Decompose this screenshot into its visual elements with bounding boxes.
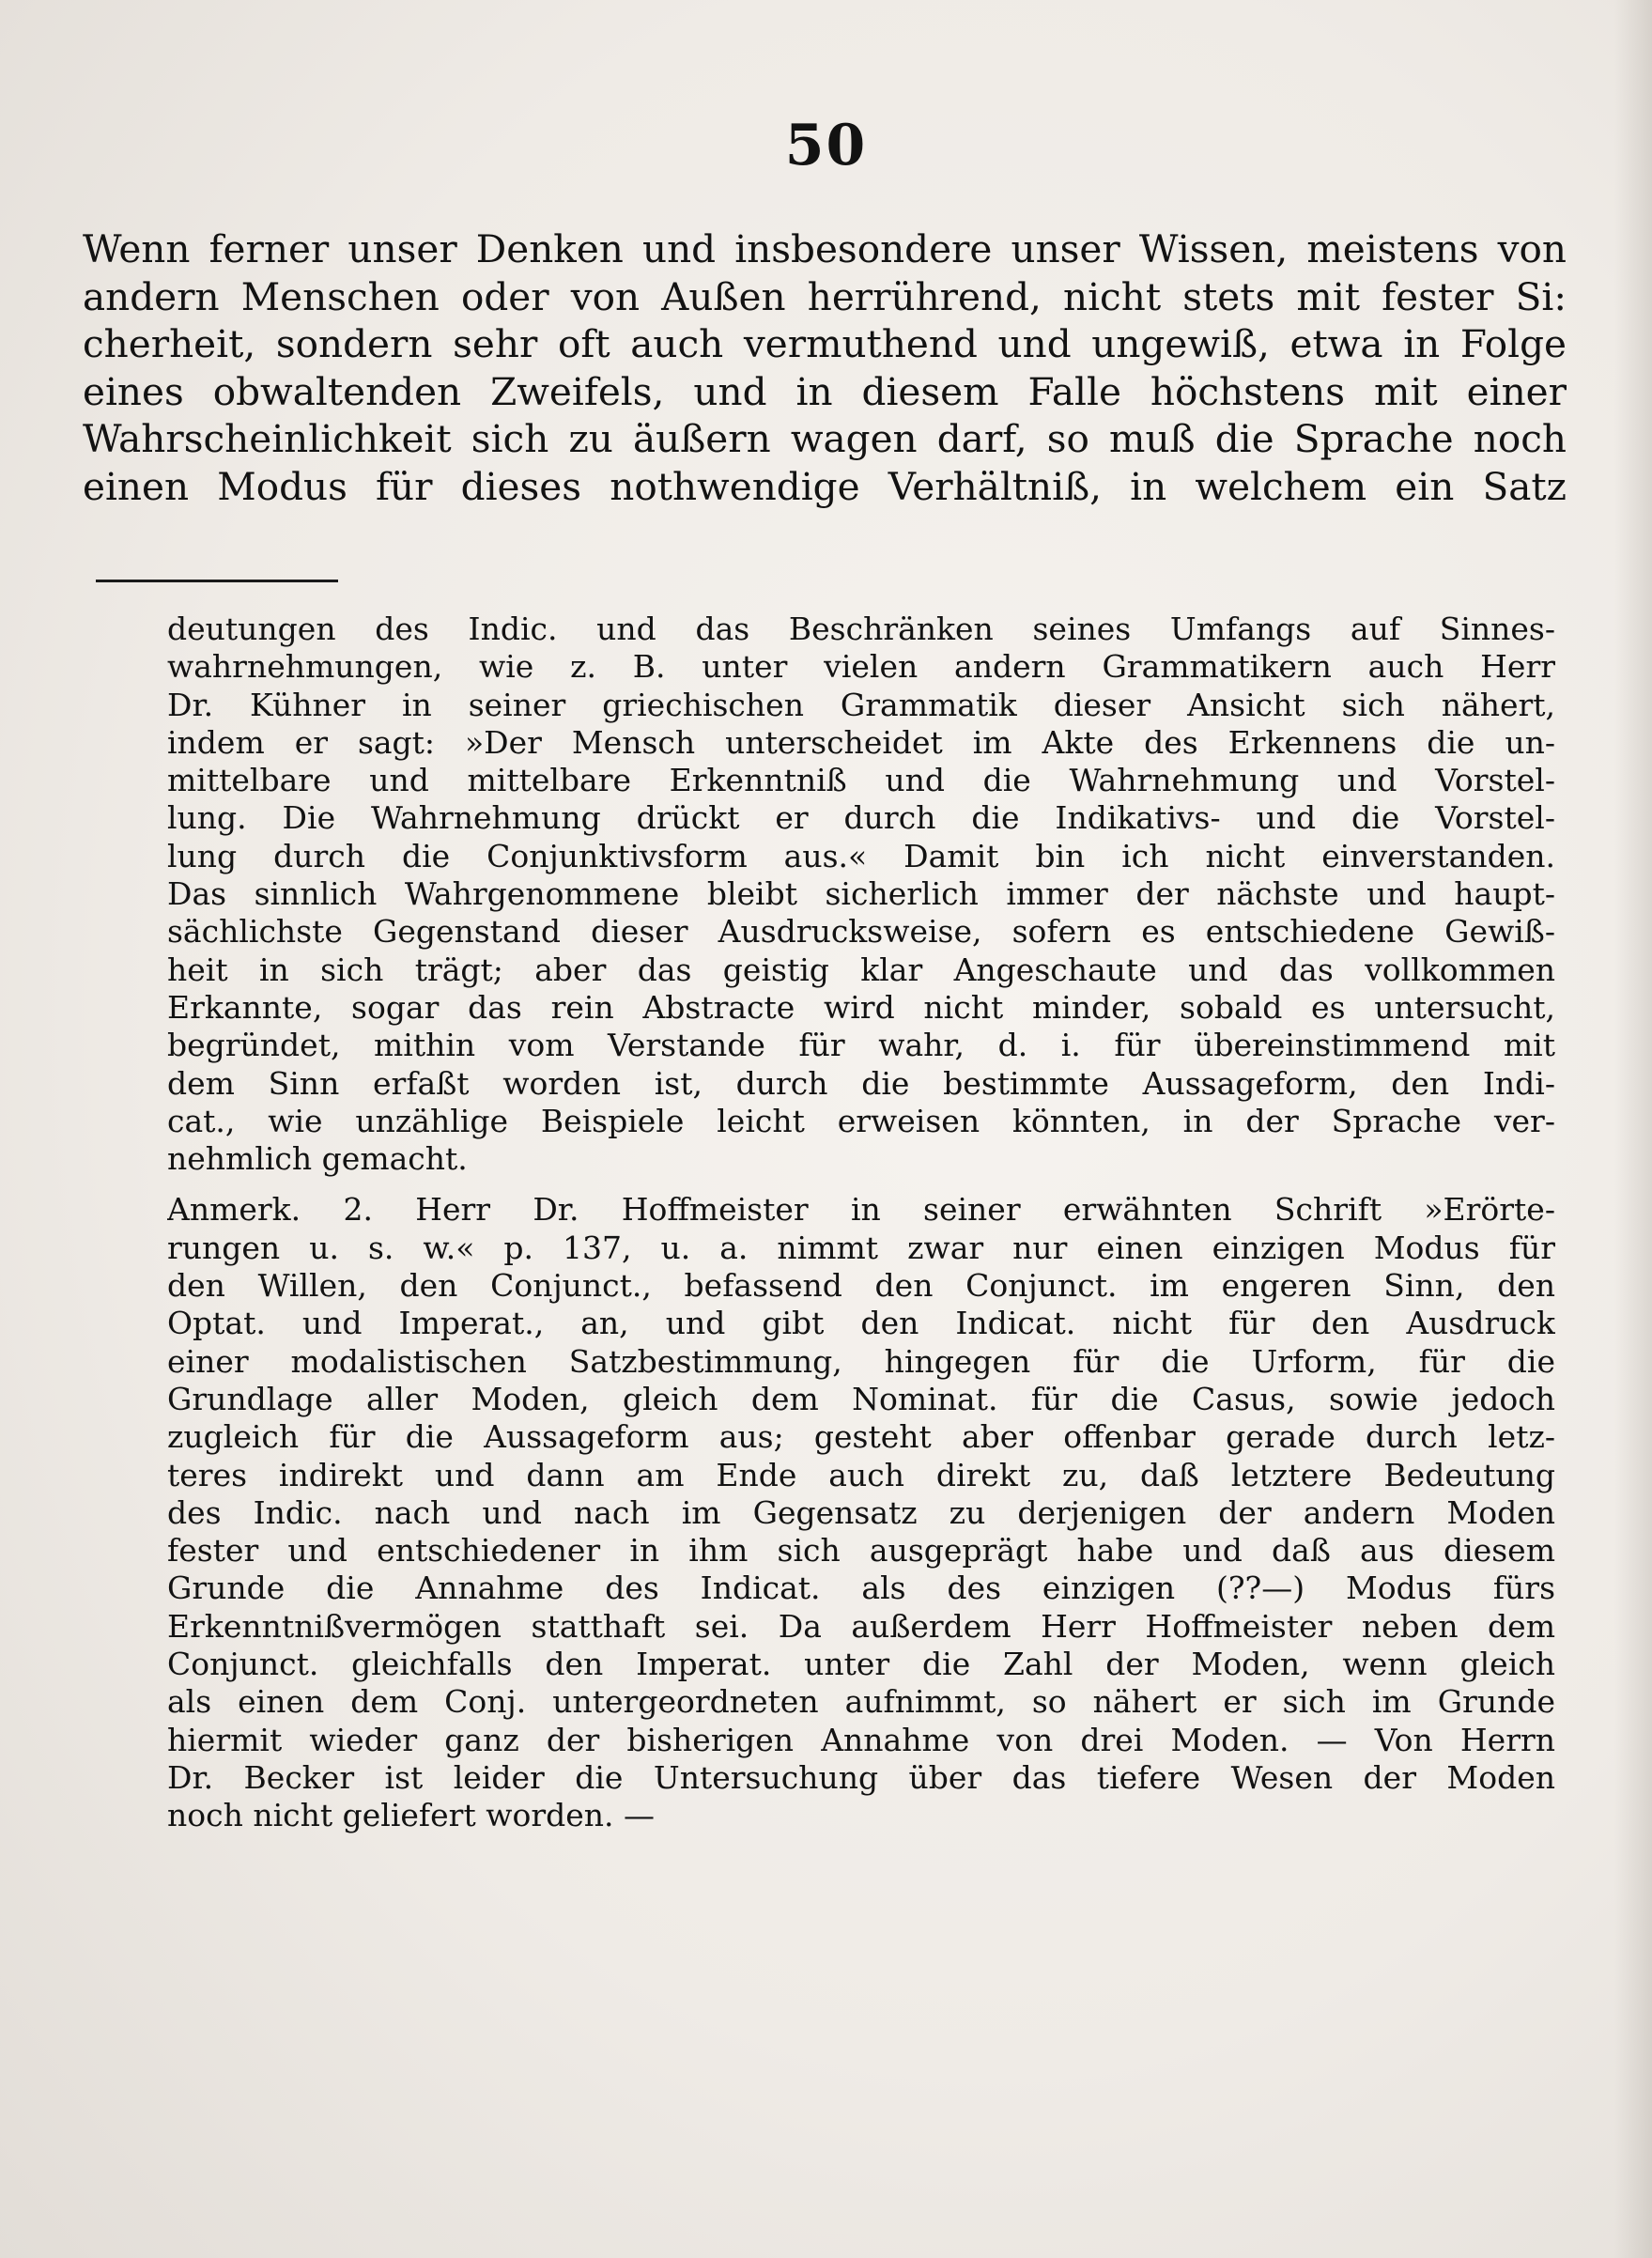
footnote-line: sächlichste Gegenstand dieser Ausdrucksweise, sofern es entschiedene Gewiß- — [167, 913, 1555, 951]
footnote-line: Erkannte, sogar das rein Abstracte wird nicht minder, sobald es untersucht, — [167, 988, 1555, 1026]
remark-line: Anmerk. 2. Herr Dr. Hoffmeister in seiner erwähnten Schrift »Erörte- — [167, 1191, 1555, 1229]
footnote-line: wahrnehmungen, wie z. B. unter vielen andern Grammatikern auch Herr — [167, 648, 1555, 686]
page-number: 50 — [784, 113, 868, 178]
footnote-line: dem Sinn erfaßt worden ist, durch die bestimmte Aussageform, den Indi- — [167, 1064, 1555, 1102]
remark-line: Conjunct. gleichfalls den Imperat. unter die Zahl der Moden, wenn gleich — [167, 1646, 1555, 1683]
remark-line: Erkenntnißvermögen statthaft sei. Da außerdem Herr Hoffmeister neben dem — [167, 1607, 1555, 1645]
remark-line: Optat. und Imperat., an, und gibt den Indicat. nicht für den Ausdruck — [167, 1305, 1555, 1342]
remark-line: teres indirekt und dann am Ende auch direkt zu, daß letztere Bedeutung — [167, 1456, 1555, 1493]
remark-line: als einen dem Conj. untergeordneten aufnimmt, so nähert er sich im Grunde — [167, 1683, 1555, 1721]
main-line: Wahrscheinlichkeit sich zu äußern wagen darf, so muß die Sprache noch — [83, 416, 1567, 461]
footnote-line: Das sinnlich Wahrgenommene bleibt sicherlich immer der nächste und haupt- — [167, 875, 1555, 913]
remark-line: einer modalistischen Satzbestimmung, hingegen für die Urform, für die — [167, 1342, 1555, 1380]
main-line: Wenn ferner unser Denken und insbesondere unser Wissen, meistens von — [83, 226, 1567, 271]
footnote-line: heit in sich trägt; aber das geistig klar Angeschaute und das vollkommen — [167, 951, 1555, 988]
footnote-line: mittelbare und mittelbare Erkenntniß und die Wahrnehmung und Vorstel- — [167, 762, 1555, 799]
remark-line: Dr. Becker ist leider die Untersuchung über das tiefere Wesen der Moden — [167, 1758, 1555, 1796]
remark-line: Grundlage aller Moden, gleich dem Nominat. für die Casus, sowie jedoch — [167, 1380, 1555, 1417]
remark-line: rungen u. s. w.« p. 137, u. a. nimmt zwar nur einen einzigen Modus für — [167, 1229, 1555, 1266]
main-line: einen Modus für dieses nothwendige Verhältniß, in welchem ein Satz — [83, 463, 1567, 509]
remark-line: fester und entschiedener in ihm sich ausgeprägt habe und daß aus diesem — [167, 1532, 1555, 1570]
remark-line: noch nicht geliefert worden. — — [167, 1797, 655, 1834]
footnote-line: lung durch die Conjunktivsform aus.« Damit bin ich nicht einverstanden. — [167, 837, 1555, 874]
footnote-line: cat., wie unzählige Beispiele leicht erweisen könnten, in der Sprache ver- — [167, 1102, 1555, 1139]
footnote-line: Dr. Kühner in seiner griechischen Grammatik dieser Ansicht sich nähert, — [167, 686, 1555, 723]
footnote — [167, 611, 1555, 1835]
remark-line: des Indic. nach und nach im Gegensatz zu derjenigen der andern Moden — [167, 1493, 1555, 1531]
footnote-line: begründet, mithin vom Verstande für wahr, d. i. für übereinstimmend mit — [167, 1027, 1555, 1064]
remark-line: hiermit wieder ganz der bisherigen Annahme von drei Moden. — Von Herrn — [167, 1721, 1555, 1758]
remark-line: Grunde die Annahme des Indicat. als des einzigen (??—) Modus fürs — [167, 1570, 1555, 1607]
remark-line: zugleich für die Aussageform aus; gesteht aber offenbar gerade durch letz- — [167, 1418, 1555, 1456]
footnote-line: nehmlich gemacht. — [167, 1140, 468, 1178]
footnote-line: deutungen des Indic. und das Beschränken seines Umfangs auf Sinnes- — [167, 611, 1555, 647]
footnote-divider — [96, 580, 338, 582]
main-line: eines obwaltenden Zweifels, und in diesem Falle höchstens mit einer — [83, 368, 1567, 414]
main-line: andern Menschen oder von Außen herrührend, nicht stets mit fester Si: — [83, 273, 1567, 319]
footnote-line: lung. Die Wahrnehmung drückt er durch die Indikativs- und die Vorstel- — [167, 799, 1555, 837]
main-paragraph — [83, 225, 1567, 510]
main-line: cherheit, sondern sehr oft auch vermuthend und ungewiß, etwa in Folge — [83, 321, 1567, 366]
remark-line: den Willen, den Conjunct., befassend den Conjunct. im engeren Sinn, den — [167, 1267, 1555, 1305]
page-edge-shadow — [1614, 0, 1652, 2258]
remark-gap — [167, 1178, 1555, 1191]
footnote-line: indem er sagt: »Der Mensch unterscheidet im Akte des Erkennens die un- — [167, 723, 1555, 761]
